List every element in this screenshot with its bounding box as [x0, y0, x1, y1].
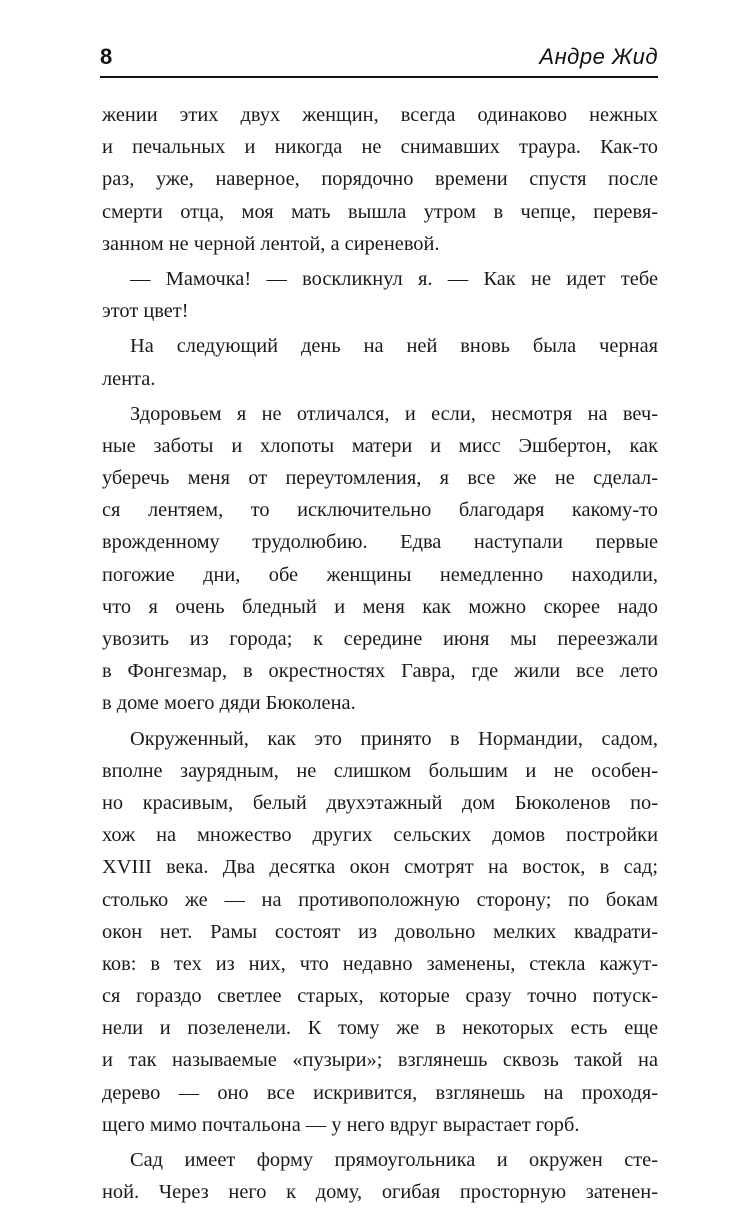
paragraph	[102, 99, 658, 260]
paragraph	[102, 398, 658, 720]
text-line: окон нет. Рамы состоят из довольно мелких квадрати-	[102, 920, 658, 943]
text-line: уберечь меня от переутомления, я все же не сделал-	[102, 467, 658, 490]
text-line: но красивым, белый двухэтажный дом Бюколенов по-	[102, 791, 658, 814]
text-line: погожие дни, обе женщины немедленно находили,	[102, 563, 658, 586]
text-line: нели и позеленели. К тому же в некоторых есть еще	[102, 1017, 658, 1040]
text-line: вполне заурядным, не слишком большим и не особен-	[102, 759, 658, 782]
text-line: в Фонгезмар, в окрестностях Гавра, где жили все лето	[102, 660, 658, 683]
text-line: занном не черной лентой, а сиреневой.	[102, 232, 440, 255]
text-line: что я очень бледный и меня как можно скорее надо	[102, 595, 658, 618]
text-line: Сад имеет форму прямоугольника и окружен сте-	[130, 1149, 658, 1171]
paragraph	[102, 330, 658, 394]
text-line: столько же — на противоположную сторону; по бокам	[102, 888, 658, 911]
text-line: — Мамочка! — воскликнул я. — Как не идет тебе	[130, 267, 658, 290]
text-line: дерево — оно все искривится, взглянешь на проходя-	[102, 1081, 658, 1104]
text-line: смерти отца, моя мать вышла утром в чепце, перевя-	[102, 200, 658, 223]
running-head	[100, 42, 658, 74]
text-line: врожденному трудолюбию. Едва наступали первые	[102, 531, 658, 554]
text-line: щего мимо почтальона — у него вдруг вырастает горб.	[102, 1113, 580, 1136]
text-line: XVIII века. Два десятка окон смотрят на восток, в сад;	[102, 856, 658, 879]
text-line: увозить из города; к середине июня мы переезжали	[102, 628, 658, 650]
page-number: 8	[100, 44, 113, 69]
text-line: ся лентяем, то исключительно благодаря какому-то	[102, 499, 658, 522]
text-line: ков: в тех из них, что недавно заменены, стекла кажут-	[102, 952, 658, 975]
running-head-author: Андре Жид	[539, 44, 658, 69]
text-line: Здоровьем я не отличался, и если, несмотря на веч-	[130, 402, 658, 425]
text-line: раз, уже, наверное, порядочно времени спустя после	[102, 168, 658, 191]
text-line: На следующий день на ней вновь была черная	[130, 335, 658, 358]
paragraph	[102, 723, 658, 1141]
text-line: и печальных и никогда не снимавших траура. Как-то	[102, 136, 658, 159]
text-line: и так называемые «пузыри»; взглянешь сквозь такой на	[102, 1049, 658, 1072]
body-text	[102, 99, 658, 1211]
text-line: хож на множество других сельских домов постройки	[102, 824, 658, 847]
text-line: лента.	[102, 367, 156, 390]
text-line: ные заботы и хлопоты матери и мисс Эшбертон, как	[102, 434, 658, 457]
paragraph	[102, 1144, 658, 1208]
text-line: жении этих двух женщин, всегда одинаково нежных	[102, 104, 658, 126]
text-line: этот цвет!	[102, 300, 189, 323]
text-line: ной. Через него к дому, огибая просторную затенен-	[102, 1181, 658, 1204]
text-line: Окруженный, как это принято в Нормандии, садом,	[130, 727, 658, 750]
header-rule	[100, 76, 658, 78]
text-line: в доме моего дяди Бюколена.	[102, 692, 356, 715]
paragraph	[102, 263, 658, 327]
text-line: ся гораздо светлее старых, которые сразу точно потуск-	[102, 985, 658, 1008]
